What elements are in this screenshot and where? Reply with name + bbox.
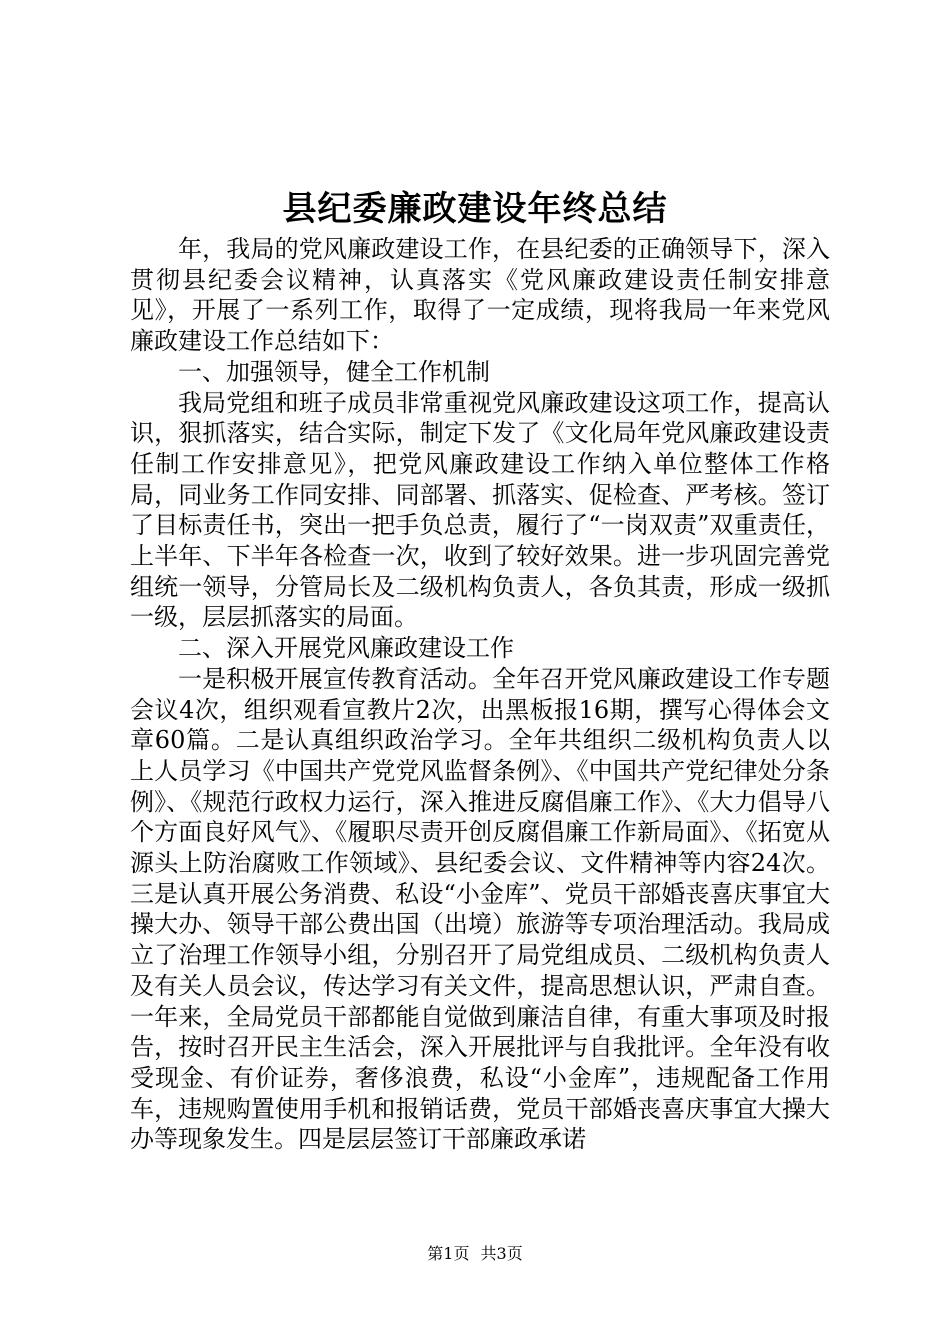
page-footer [0, 1242, 950, 1266]
intro-paragraph: 年，我局的党风廉政建设工作，在县纪委的正确领导下，深入贯彻县纪委会议精神，认真落实《党风廉政建设责任制安排意见》，开展了一系列工作，取得了一定成绩，现将我局一年来党风廉政建设工作总结如下： [130, 235, 830, 356]
section-heading-1: 一、加强领导，健全工作机制 [178, 357, 490, 386]
section-1-paragraph: 我局党组和班子成员非常重视党风廉政建设这项工作，提高认识，狠抓落实，结合实际，制定下发了《文化局年党风廉政建设责任制工作安排意见》，把党风廉政建设工作纳入单位整体工作格局，同业务工作同安排、同部署、抓落实、促检查、严考核。签订了目标责任书，突出一把手负总责，履行了“一岗双责”双重责任，上半年、下半年各检查一次，收到了较好效果。进一步巩固完善党组统一领导，分管局长及二级机构负责人，各负其责，形成一级抓一级，层层抓落实的局面。 [130, 388, 830, 632]
page-number-total: 共3页 [480, 1244, 523, 1263]
section-heading-2: 二、深入开展党风廉政建设工作 [178, 634, 514, 663]
document-body [130, 234, 830, 1155]
page-number-current: 第1页 [427, 1244, 470, 1263]
document-title: 县纪委廉政建设年终总结 [282, 189, 668, 229]
section-2-paragraph: 一是积极开展宣传教育活动。全年召开党风廉政建设工作专题会议4次，组织观看宣教片2次，出黑板报16期，撰写心得体会文章60篇。二是认真组织政治学习。全年共组织二级机构负责人以上人员学习《中国共产党党风监督条例》、《中国共产党纪律处分条例》、《规范行政权力运行，深入推进反腐倡廉工作》、《大力倡导八个方面良好风气》、《履职尽责开创反腐倡廉工作新局面》、《拓宽从源头上防治腐败工作领域》、县纪委会议、文件精神等内容24次。三是认真开展公务消费、私设“小金库”、党员干部婚丧喜庆事宜大操大办、领导干部公费出国（出境）旅游等专项治理活动。我局成立了治理工作领导小组，分别召开了局党组成员、二级机构负责人及有关人员会议，传达学习有关文件，提高思想认识，严肃自查。一年来，全局党员干部都能自觉做到廉洁自律，有重大事项及时报告，按时召开民主生活会，深入开展批评与自我批评。全年没有收受现金、有价证券，奢侈浪费，私设“小金库”，违规配备工作用车，违规购置使用手机和报销话费，党员干部婚丧喜庆事宜大操大办等现象发生。四是层层签订干部廉政承诺 [130, 664, 830, 1154]
